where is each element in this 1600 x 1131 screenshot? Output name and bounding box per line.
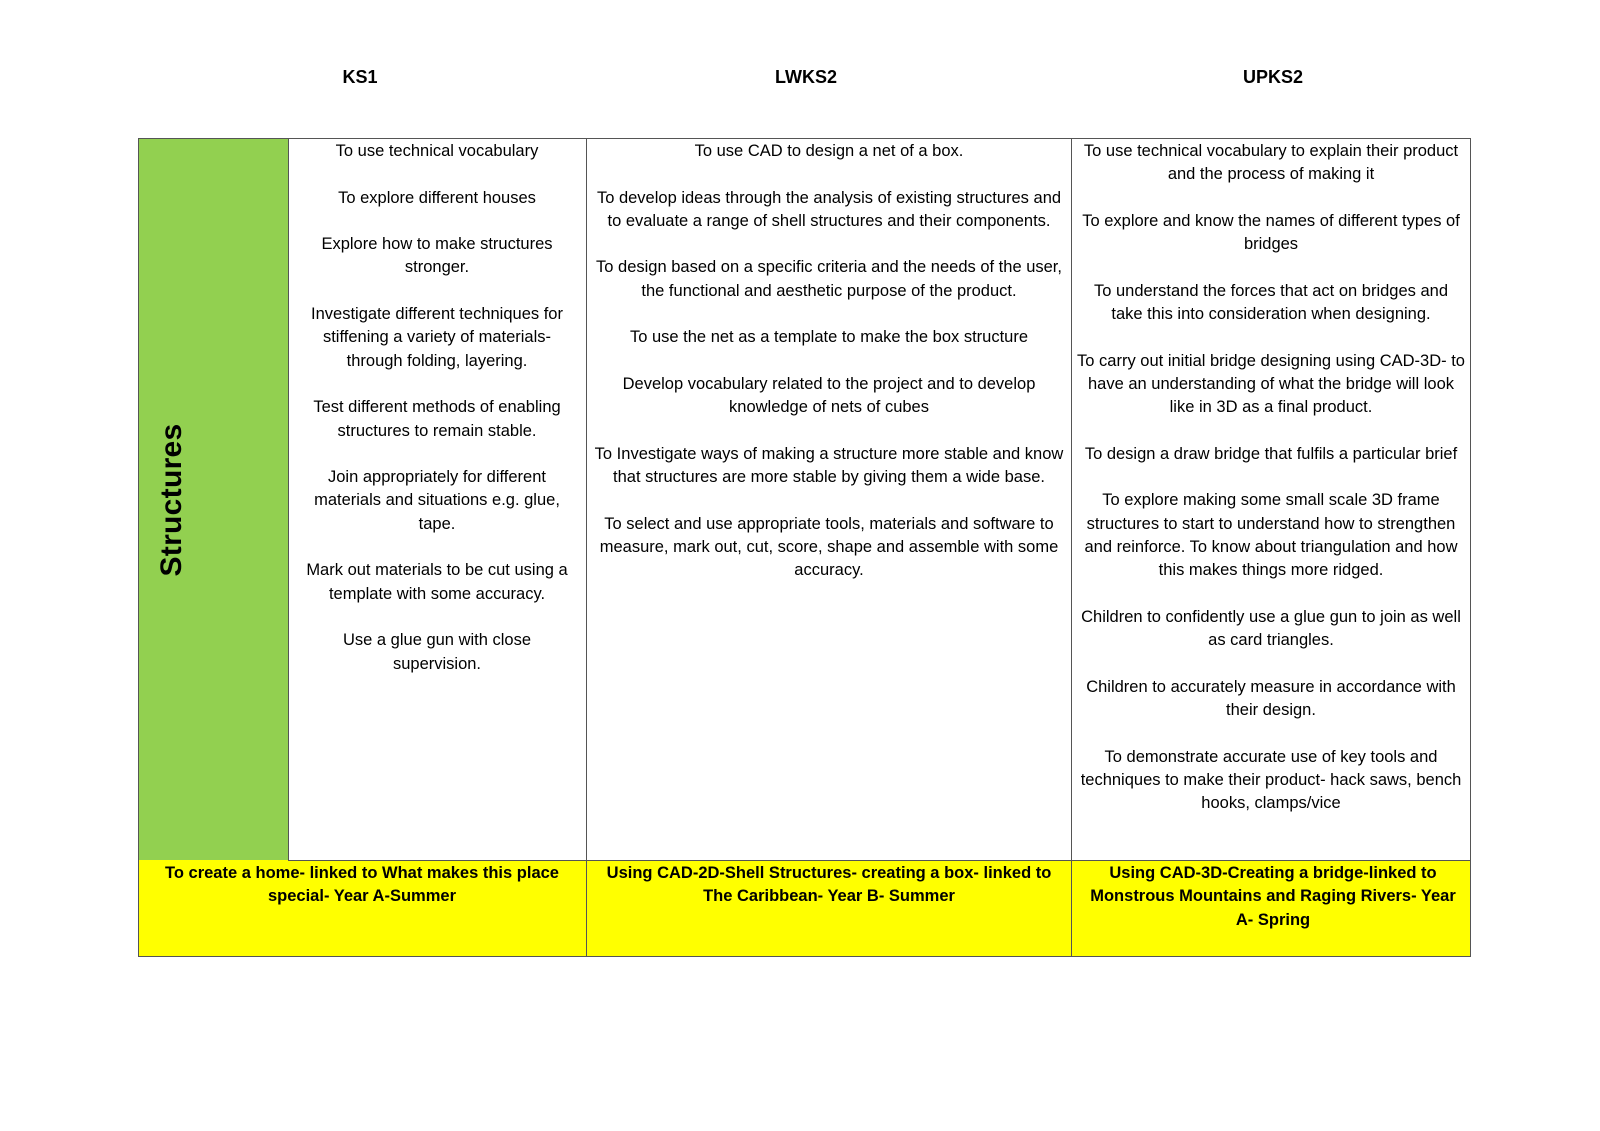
header-ks1: KS1 bbox=[342, 67, 378, 87]
upks2-objective: To understand the forces that act on bridges and take this into consideration when designing. bbox=[1093, 281, 1449, 324]
footer-upks2: Using CAD-3D-Creating a bridge-linked to Monstrous Mountains and Raging Rivers- Year A- Spring bbox=[1090, 864, 1456, 929]
upks2-objective: To explore and know the names of different types of bridges bbox=[1082, 211, 1460, 254]
lwks2-objective: To Investigate ways of making a structure more stable and know that structures are more stable by giving them a wide base. bbox=[594, 444, 1064, 487]
lwks2-objective: Develop vocabulary related to the project and to develop knowledge of nets of cubes bbox=[622, 374, 1036, 417]
upks2-objective: To explore making some small scale 3D frame structures to start to understand how to strengthen and reinforce. To know about triangulation and how this makes things more ridged. bbox=[1084, 491, 1458, 580]
lwks2-objective: To use CAD to design a net of a box. bbox=[694, 142, 964, 160]
upks2-objective: To use technical vocabulary to explain their product and the process of making it bbox=[1083, 142, 1459, 184]
column-divider-1 bbox=[586, 138, 587, 957]
upks2-objective: Children to confidently use a glue gun to join as well as card triangles. bbox=[1081, 607, 1461, 650]
upks2-objective: To demonstrate accurate use of key tools and techniques to make their product- hack saws, bench hooks, clamps/vice bbox=[1080, 747, 1462, 813]
ks1-objective: Explore how to make structures stronger. bbox=[321, 235, 553, 277]
column-divider-2 bbox=[1071, 138, 1072, 957]
ks1-objective: To use technical vocabulary bbox=[335, 142, 539, 160]
footer-ks1: To create a home- linked to What makes this place special- Year A-Summer bbox=[165, 864, 559, 906]
lwks2-objectives bbox=[592, 140, 1066, 583]
table-border-left bbox=[138, 138, 139, 957]
footer-lwks2: Using CAD-2D-Shell Structures- creating a box- linked to The Caribbean- Year B- Summer bbox=[606, 864, 1052, 906]
footer-divider bbox=[288, 860, 1471, 861]
lwks2-objective: To design based on a specific criteria and the needs of the user, the functional and aesthetic purpose of the product. bbox=[596, 258, 1062, 300]
ks1-objective: To explore different houses bbox=[338, 188, 536, 207]
ks1-objectives bbox=[294, 140, 580, 676]
ks1-objective: Use a glue gun with close supervision. bbox=[342, 631, 532, 673]
upks2-objective: Children to accurately measure in accordance with their design. bbox=[1086, 677, 1456, 720]
ks1-objective: Investigate different techniques for stiffening a variety of materials- through folding, layering. bbox=[311, 305, 563, 370]
structures-label: Structures bbox=[155, 423, 188, 577]
ks1-objective: Join appropriately for different materials and situations e.g. glue, tape. bbox=[314, 468, 560, 533]
lwks2-objective: To select and use appropriate tools, materials and software to measure, mark out, cut, score, shape and assemble with some accuracy. bbox=[599, 514, 1059, 580]
table-border-top bbox=[138, 138, 1471, 139]
table-border-right bbox=[1470, 138, 1471, 957]
table-border-bottom bbox=[138, 956, 1471, 957]
header-upks2: UPKS2 bbox=[1242, 67, 1304, 87]
ks1-objective: Mark out materials to be cut using a template with some accuracy. bbox=[306, 561, 568, 603]
lwks2-objective: To use the net as a template to make the box structure bbox=[629, 328, 1029, 347]
header-lwks2: LWKS2 bbox=[774, 67, 838, 87]
upks2-objective: To design a draw bridge that fulfils a particular brief bbox=[1084, 444, 1458, 463]
ks1-objective: Test different methods of enabling structures to remain stable. bbox=[313, 398, 561, 440]
upks2-objective: To carry out initial bridge designing using CAD-3D- to have an understanding of what the bridge will look like in 3D as a final product. bbox=[1077, 351, 1465, 417]
upks2-objectives bbox=[1077, 140, 1465, 816]
lwks2-objective: To develop ideas through the analysis of existing structures and to evaluate a range of shell structures and their components. bbox=[596, 188, 1062, 230]
label-divider bbox=[288, 138, 289, 860]
